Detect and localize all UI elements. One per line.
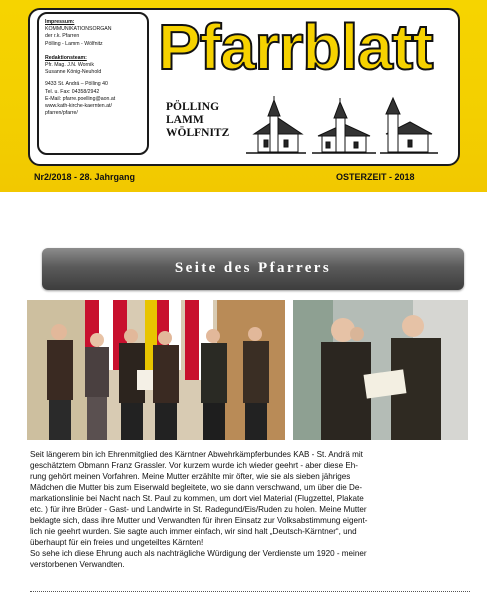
section-banner [42,248,464,290]
article-line: Mädchen die Mutter bis zum Eiserwald begleitete, wo sie dann verschwand, um über die De- [30,483,363,492]
group-photo [27,300,285,440]
article-line: markationslinie bei Nacht nach St. Paul zu kommen, um dort viel Material (Flugzettel, Plakate [30,494,364,503]
article-line: beklagte sich, dass ihre Mutter und Verwandten für ihren Einsatz zur Volksabstimmung eigent- [30,516,368,525]
article-line: Seit längerem bin ich Ehrenmitglied des Kärntner Abwehrkämpferbundes KAB - St. Andrä mit [30,450,363,459]
section-title: Seite des Pfarrers [174,260,332,276]
editorial-heading: Redaktionsteam: [45,54,87,61]
parish-name: WÖLFNITZ [166,127,230,139]
article-line: überhaupt für ein freies und ungeteiltes Kärnten! [30,538,204,547]
imprint-line: Pölling - Lamm - Wölfnitz [45,40,103,47]
issue-number: Nr2/2018 - 28. Jahrgang [34,172,136,182]
imprint-email: E-Mail: pfarre.poelling@aon.at [45,95,116,102]
article-line: geschätztem Obmann Franz Grassler. Vor kurzem wurde ich wieder geehrt - aber diese Eh- [30,461,358,470]
newsletter-header [0,0,487,192]
parish-name: LAMM [166,114,204,126]
article-line: verstorbenen Verwandten. [30,560,125,569]
imprint-website: pfarren/pfarre/ [45,110,78,117]
imprint-line: Pfr. Mag. J.N. Wornik [45,62,94,69]
imprint-box [37,12,149,155]
imprint-heading: Impressum: [45,19,75,25]
dotted-rule [30,591,470,592]
imprint-line: Susanne König-Neuhold [45,69,102,76]
parish-names [166,101,229,140]
issue-season: OSTERZEIT - 2018 [336,172,415,182]
imprint-line: KOMMUNIKATIONSORGAN [45,26,112,33]
imprint-line: der r.k. Pfarren [45,33,80,40]
imprint-phone: Tel. u. Fax: 04358/2942 [45,88,100,95]
article-line: rung gehört meinen Vorfahren. Meine Mutter erzählte mir öfter, wie sie als sieben jähriges [30,472,351,481]
parish-name: PÖLLING [166,101,220,113]
article-line: So sehe ich diese Ehrung auch als nachträgliche Würdigung der Verdienste um 1920 - meiner [30,549,367,558]
masthead-title: Pfarrblatt [158,11,433,83]
churches-illustration-icon [240,96,440,158]
imprint-website: www.kath-kirche-kaernten.at/ [45,103,112,110]
article-line: lich nie geehrt wurden. Sie sagte auch immer einfach, wir sind halt „Deutsch-Kärntner“, und [30,527,357,536]
imprint-address: 9433 St. Andrä – Pölling 40 [45,81,108,88]
award-photo [293,300,468,440]
article-line: etc. ) für ihre Brüder - Gast- und Landwirte in St. Radegund/Eis/Ruden zu holen. Meine Mutter [30,505,367,514]
article-body [30,449,472,570]
